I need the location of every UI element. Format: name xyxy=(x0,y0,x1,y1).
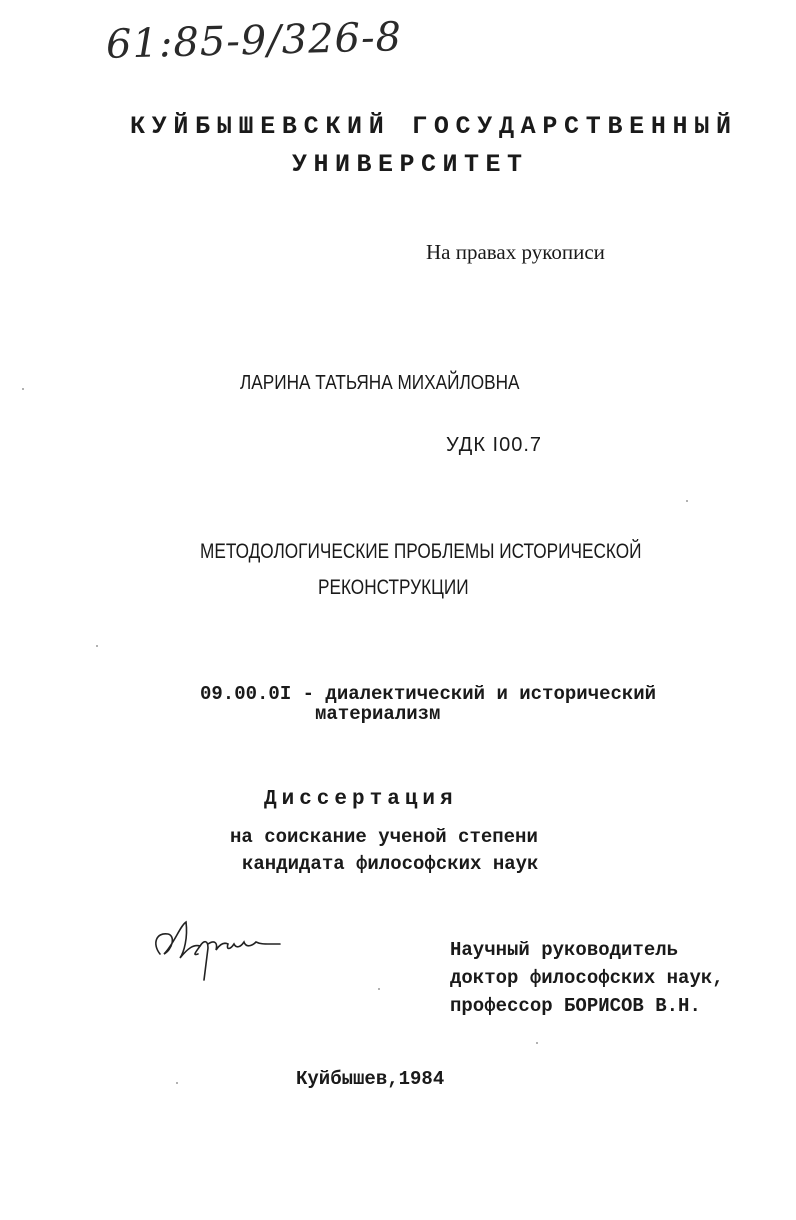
paper-speck xyxy=(176,1082,178,1084)
specialty-line1: 09.00.0I - диалектический и исторический xyxy=(200,683,657,705)
degree-line1: на соискание ученой степени xyxy=(230,826,538,848)
place-and-year: Куйбышев,1984 xyxy=(296,1068,445,1090)
paper-speck xyxy=(378,988,380,990)
paper-speck xyxy=(536,1042,538,1044)
university-name-line1: КУЙБЫШЕВСКИЙ ГОСУДАРСТВЕННЫЙ xyxy=(130,112,738,141)
advisor-block xyxy=(450,936,724,1020)
university-name-line2: УНИВЕРСИТЕТ xyxy=(292,150,529,179)
advisor-line2: доктор философских наук, xyxy=(450,967,724,989)
degree-block xyxy=(230,824,538,878)
document-type: Диссертация xyxy=(264,788,458,811)
advisor-line1: Научный руководитель xyxy=(450,939,679,961)
author-name: ЛАРИНА ТАТЬЯНА МИХАЙЛОВНА xyxy=(240,372,520,394)
thesis-title-line1: МЕТОДОЛОГИЧЕСКИЕ ПРОБЛЕМЫ ИСТОРИЧЕСКОЙ xyxy=(200,540,642,563)
archive-code-handwritten: 61:85-9/326-8 xyxy=(105,14,403,68)
degree-line2: кандидата философских наук xyxy=(242,853,539,875)
advisor-line3: профессор БОРИСОВ В.Н. xyxy=(450,995,701,1017)
paper-speck xyxy=(686,500,688,502)
handwritten-signature xyxy=(146,904,286,984)
manuscript-rights-label: На правах рукописи xyxy=(426,240,605,264)
thesis-title-line2: РЕКОНСТРУКЦИИ xyxy=(318,576,469,599)
specialty-line2: материализм xyxy=(315,703,441,725)
specialty-block xyxy=(200,684,656,724)
paper-speck xyxy=(22,388,24,390)
paper-speck xyxy=(96,645,98,647)
udk-code: УДК I00.7 xyxy=(446,434,543,456)
